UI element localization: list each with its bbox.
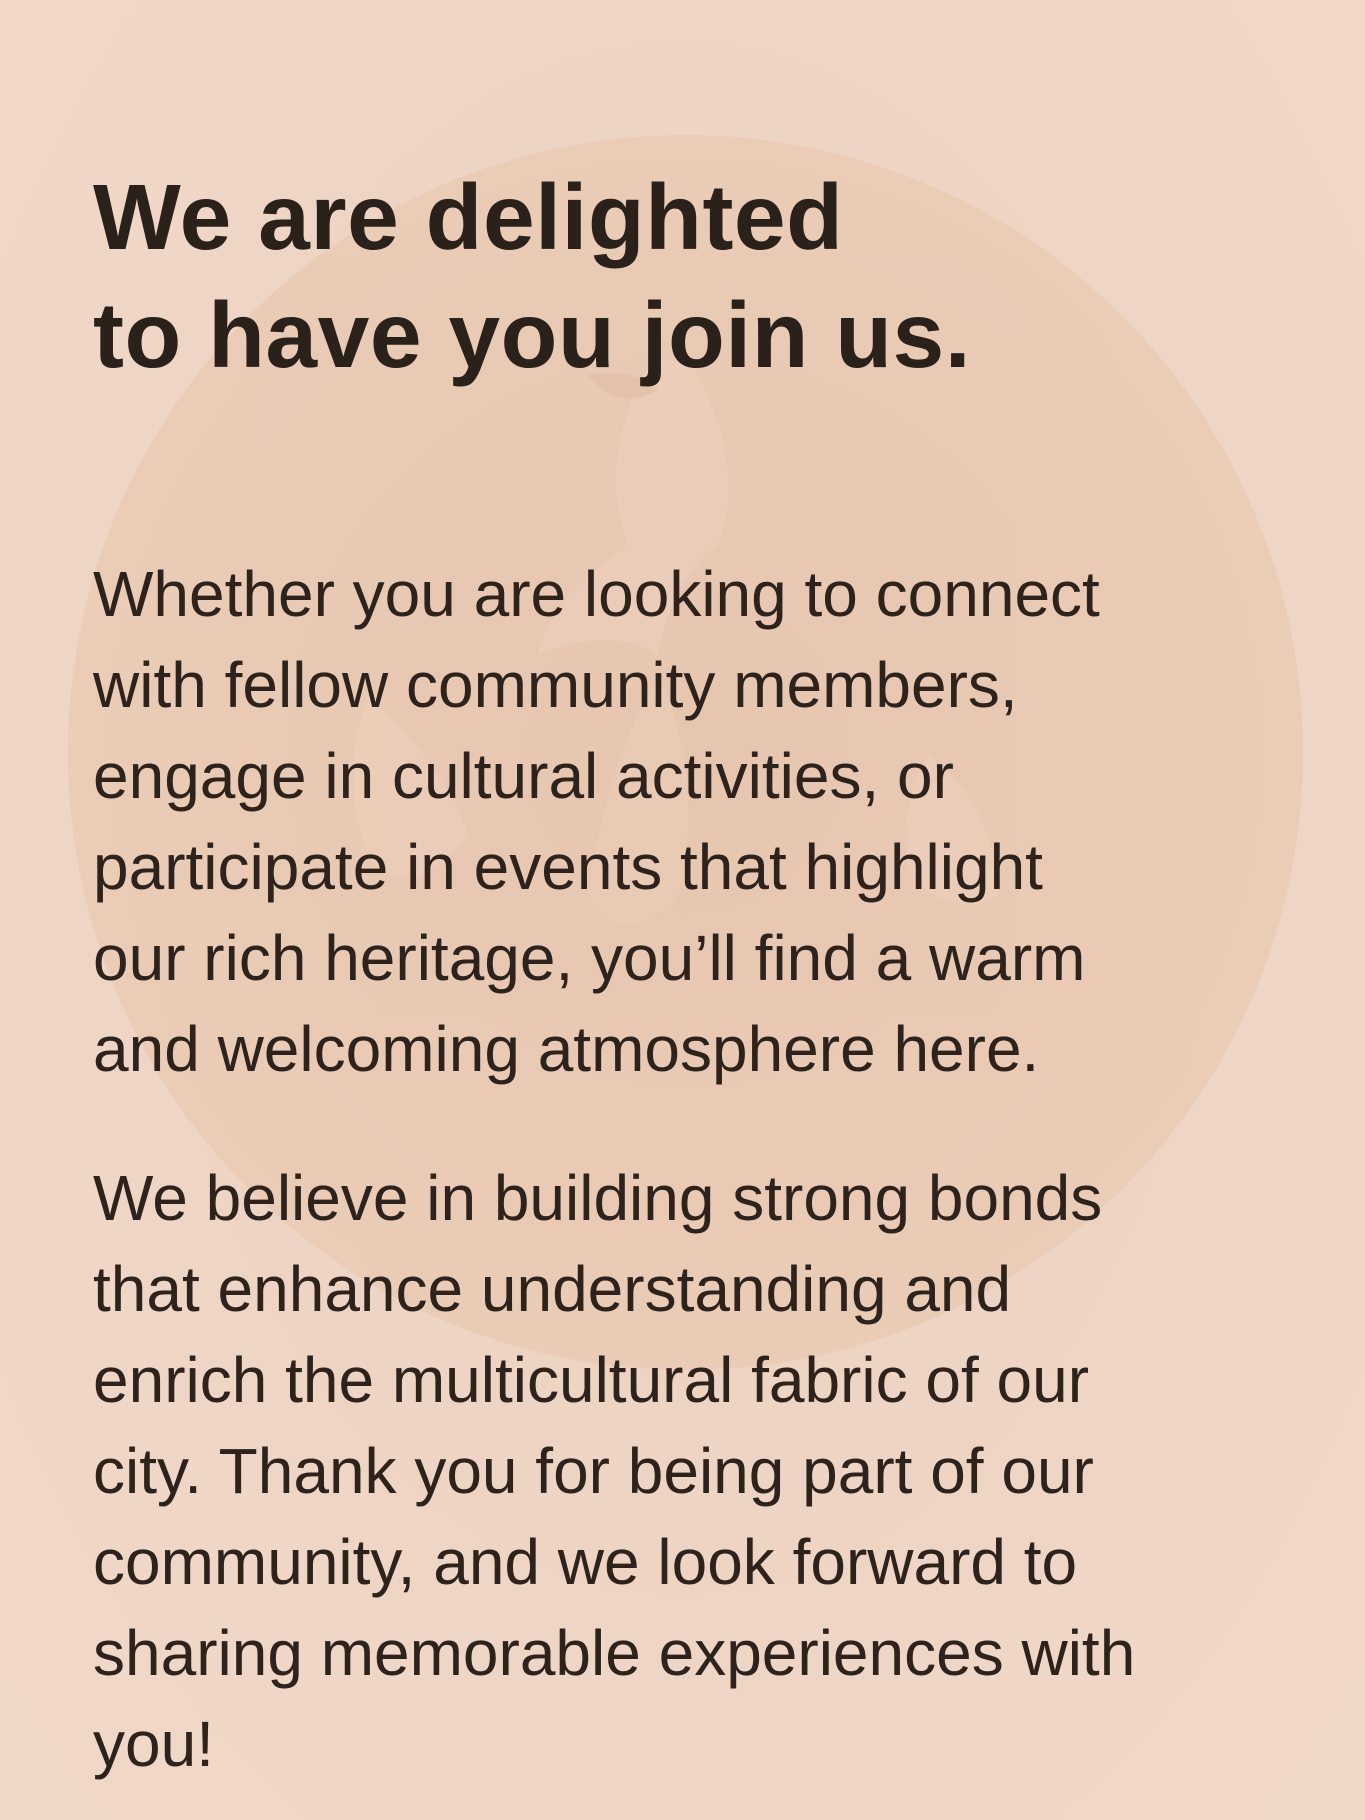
paragraph1-line-6: and welcoming atmosphere here. xyxy=(93,1013,1040,1085)
heading-line-1: We are delighted xyxy=(93,165,844,269)
heading-line-2: to have you join us. xyxy=(93,283,972,387)
paragraph2-line-3: enrich the multicultural fabric of our xyxy=(93,1344,1089,1416)
paragraph2-line-7: you! xyxy=(93,1708,214,1780)
paragraph1-line-2: with fellow community members, xyxy=(93,649,1018,721)
main-content xyxy=(93,158,1323,1790)
welcome-heading xyxy=(93,158,1323,394)
paragraph1-line-1: Whether you are looking to connect xyxy=(93,558,1100,630)
paragraph2-line-4: city. Thank you for being part of our xyxy=(93,1435,1094,1507)
paragraph2-line-2: that enhance understanding and xyxy=(93,1253,1012,1325)
paragraph2-line-1: We believe in building strong bonds xyxy=(93,1162,1103,1234)
paragraph2-line-5: community, and we look forward to xyxy=(93,1526,1078,1598)
closing-paragraph xyxy=(93,1153,1323,1790)
paragraph2-line-6: sharing memorable experiences with xyxy=(93,1617,1136,1689)
paragraph1-line-5: our rich heritage, you’ll find a warm xyxy=(93,922,1086,994)
paragraph1-line-4: participate in events that highlight xyxy=(93,831,1043,903)
intro-paragraph xyxy=(93,549,1323,1095)
paragraph1-line-3: engage in cultural activities, or xyxy=(93,740,954,812)
